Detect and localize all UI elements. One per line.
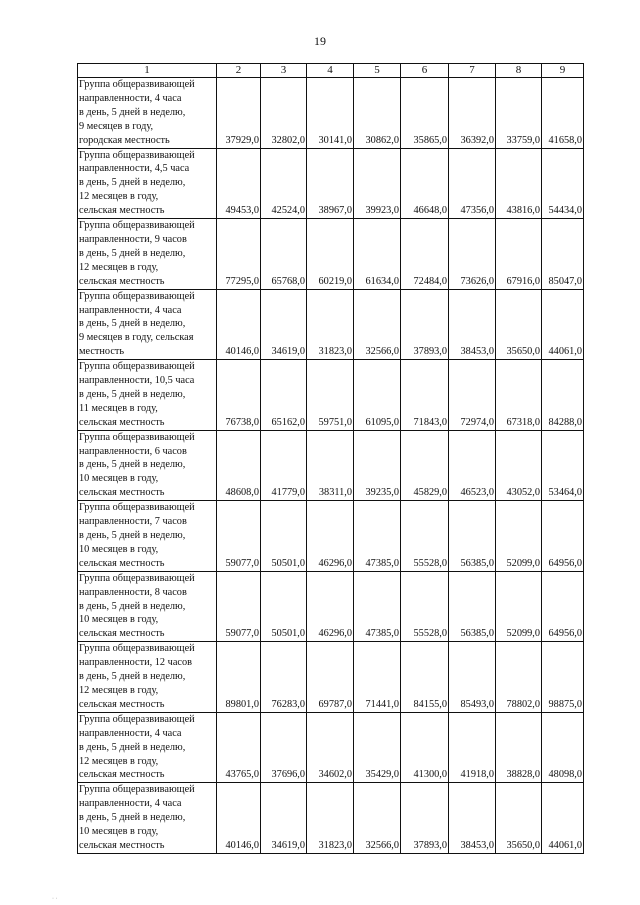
description-line: в день, 5 дней в неделю, xyxy=(79,530,186,541)
group-description xyxy=(78,501,217,572)
description-line: направленности, 4 часа xyxy=(79,798,182,810)
cost-value-col-9: 54434,0 xyxy=(542,148,584,219)
description-line: направленности, 9 часов xyxy=(79,233,187,245)
cost-value-col-7: 73626,0 xyxy=(449,219,496,290)
description-line: в день, 5 дней в неделю, xyxy=(79,247,186,259)
cost-value-col-5: 32566,0 xyxy=(354,289,401,360)
group-description xyxy=(78,712,217,783)
cost-value-col-8: 38828,0 xyxy=(496,712,542,783)
description-line: Группа общеразвивающей xyxy=(79,713,195,725)
description-line: в день, 5 дней в неделю, xyxy=(79,388,186,400)
column-header: 4 xyxy=(307,64,354,78)
description-line: 9 месяцев в году, xyxy=(79,120,154,132)
cost-value-col-6: 45829,0 xyxy=(401,430,449,501)
cost-value-col-6: 84155,0 xyxy=(401,642,449,713)
cost-value-col-9: 64956,0 xyxy=(542,501,584,572)
column-header: 1 xyxy=(78,64,217,78)
cost-value-col-7: 47356,0 xyxy=(449,148,496,219)
cost-value-col-6: 72484,0 xyxy=(401,219,449,290)
cost-value-col-6: 55528,0 xyxy=(401,501,449,572)
description-line: направленности, 8 часов xyxy=(79,586,187,598)
cost-value-col-8: 33759,0 xyxy=(496,78,542,149)
cost-value-col-4: 31823,0 xyxy=(307,289,354,360)
cost-value-col-5: 71441,0 xyxy=(354,642,401,713)
table-row xyxy=(78,783,584,854)
cost-value-col-7: 72974,0 xyxy=(449,360,496,431)
cost-value-col-4: 38311,0 xyxy=(307,430,354,501)
column-header: 9 xyxy=(542,64,584,78)
table-row xyxy=(78,78,584,149)
cost-value-col-4: 59751,0 xyxy=(307,360,354,431)
cost-value-col-9: 64956,0 xyxy=(542,571,584,642)
description-line: 12 месяцев в году, xyxy=(79,684,159,696)
column-header: 5 xyxy=(354,64,401,78)
description-line: направленности, 4 часа xyxy=(79,304,182,316)
description-line: направленности, 4 часа xyxy=(79,92,182,104)
cost-value-col-2: 40146,0 xyxy=(217,289,261,360)
description-line: 12 месяцев в году, xyxy=(79,261,159,273)
description-line: 9 месяцев в году, сельская xyxy=(79,332,194,344)
description-line: сельская местность xyxy=(79,416,165,428)
cost-value-col-9: 85047,0 xyxy=(542,219,584,290)
cost-value-col-8: 43816,0 xyxy=(496,148,542,219)
group-description xyxy=(78,783,217,854)
cost-value-col-6: 35865,0 xyxy=(401,78,449,149)
cost-value-col-3: 50501,0 xyxy=(261,501,307,572)
cost-value-col-5: 61634,0 xyxy=(354,219,401,290)
cost-value-col-7: 36392,0 xyxy=(449,78,496,149)
cost-value-col-3: 65162,0 xyxy=(261,360,307,431)
description-line: Группа общеразвивающей xyxy=(79,502,195,514)
description-line: Группа общеразвивающей xyxy=(79,643,195,655)
cost-value-col-6: 37893,0 xyxy=(401,289,449,360)
cost-value-col-5: 39923,0 xyxy=(354,148,401,219)
table-body xyxy=(78,78,584,854)
description-line: направленности, 7 часов xyxy=(79,516,187,528)
description-line: направленности, 6 часов xyxy=(79,445,187,457)
cost-value-col-2: 59077,0 xyxy=(217,501,261,572)
description-line: Группа общеразвивающей xyxy=(79,572,195,584)
table-row xyxy=(78,430,584,501)
cost-value-col-2: 43765,0 xyxy=(217,712,261,783)
cost-value-col-7: 38453,0 xyxy=(449,289,496,360)
cost-value-col-9: 41658,0 xyxy=(542,78,584,149)
description-line: в день, 5 дней в неделю, xyxy=(79,741,186,753)
cost-value-col-3: 41779,0 xyxy=(261,430,307,501)
description-line: 10 месяцев в году, xyxy=(79,473,159,485)
description-line: Группа общеразвивающей xyxy=(79,290,195,302)
table-row xyxy=(78,642,584,713)
description-line: сельская местность xyxy=(79,205,165,217)
cost-value-col-9: 48098,0 xyxy=(542,712,584,783)
description-line: направленности, 4,5 часа xyxy=(79,163,190,175)
cost-value-col-3: 42524,0 xyxy=(261,148,307,219)
table-row xyxy=(78,360,584,431)
cost-value-col-9: 98875,0 xyxy=(542,642,584,713)
header-row xyxy=(78,64,584,78)
column-header: 7 xyxy=(449,64,496,78)
cost-value-col-7: 56385,0 xyxy=(449,501,496,572)
cost-value-col-8: 35650,0 xyxy=(496,289,542,360)
table-row xyxy=(78,712,584,783)
column-header: 3 xyxy=(261,64,307,78)
cost-value-col-3: 76283,0 xyxy=(261,642,307,713)
group-description xyxy=(78,78,217,149)
cost-value-col-7: 41918,0 xyxy=(449,712,496,783)
cost-value-col-2: 40146,0 xyxy=(217,783,261,854)
cost-value-col-2: 49453,0 xyxy=(217,148,261,219)
description-line: 12 месяцев в году, xyxy=(79,191,159,203)
table-row xyxy=(78,148,584,219)
cost-value-col-5: 47385,0 xyxy=(354,501,401,572)
group-description xyxy=(78,360,217,431)
cost-value-col-2: 59077,0 xyxy=(217,571,261,642)
description-line: направленности, 4 часа xyxy=(79,727,182,739)
cost-value-col-7: 56385,0 xyxy=(449,571,496,642)
description-line: сельская местность xyxy=(79,698,165,710)
description-line: местность xyxy=(79,346,125,358)
cost-value-col-6: 55528,0 xyxy=(401,571,449,642)
description-line: в день, 5 дней в неделю, xyxy=(79,318,186,330)
cost-value-col-4: 46296,0 xyxy=(307,501,354,572)
column-header: 2 xyxy=(217,64,261,78)
cost-value-col-8: 43052,0 xyxy=(496,430,542,501)
description-line: сельская местность xyxy=(79,628,165,640)
cost-value-col-8: 52099,0 xyxy=(496,501,542,572)
description-line: Группа общеразвивающей xyxy=(79,784,195,796)
cost-value-col-4: 69787,0 xyxy=(307,642,354,713)
cost-value-col-2: 48608,0 xyxy=(217,430,261,501)
description-line: Группа общеразвивающей xyxy=(79,361,195,373)
table-row xyxy=(78,571,584,642)
cost-value-col-4: 30141,0 xyxy=(307,78,354,149)
description-line: 10 месяцев в году, xyxy=(79,543,159,555)
cost-value-col-5: 30862,0 xyxy=(354,78,401,149)
table-row xyxy=(78,289,584,360)
description-line: 11 месяцев в году, xyxy=(79,402,158,414)
cost-value-col-8: 67916,0 xyxy=(496,219,542,290)
description-line: в день, 5 дней в неделю, xyxy=(79,177,186,189)
description-line: сельская местность xyxy=(79,487,165,499)
group-description xyxy=(78,219,217,290)
cost-value-col-7: 85493,0 xyxy=(449,642,496,713)
cost-value-col-7: 46523,0 xyxy=(449,430,496,501)
description-line: в день, 5 дней в неделю, xyxy=(79,106,186,118)
cost-value-col-3: 65768,0 xyxy=(261,219,307,290)
cost-value-col-5: 32566,0 xyxy=(354,783,401,854)
cost-value-col-3: 34619,0 xyxy=(261,289,307,360)
description-line: сельская местность xyxy=(79,769,165,781)
cost-value-col-4: 34602,0 xyxy=(307,712,354,783)
cost-value-col-2: 77295,0 xyxy=(217,219,261,290)
cost-value-col-8: 52099,0 xyxy=(496,571,542,642)
cost-value-col-5: 61095,0 xyxy=(354,360,401,431)
cost-value-col-6: 46648,0 xyxy=(401,148,449,219)
cost-value-col-9: 44061,0 xyxy=(542,289,584,360)
cost-value-col-8: 35650,0 xyxy=(496,783,542,854)
description-line: в день, 5 дней в неделю, xyxy=(79,812,186,824)
cost-value-col-3: 50501,0 xyxy=(261,571,307,642)
description-line: в день, 5 дней в неделю, xyxy=(79,600,186,612)
cost-value-col-4: 60219,0 xyxy=(307,219,354,290)
description-line: Группа общеразвивающей xyxy=(79,431,195,443)
cost-value-col-6: 37893,0 xyxy=(401,783,449,854)
description-line: сельская местность xyxy=(79,839,165,851)
cost-value-col-6: 41300,0 xyxy=(401,712,449,783)
group-description xyxy=(78,571,217,642)
cost-value-col-4: 31823,0 xyxy=(307,783,354,854)
cost-table xyxy=(77,63,584,854)
group-description xyxy=(78,289,217,360)
cost-value-col-4: 46296,0 xyxy=(307,571,354,642)
description-line: 10 месяцев в году, xyxy=(79,614,159,626)
cost-value-col-5: 47385,0 xyxy=(354,571,401,642)
description-line: направленности, 12 часов xyxy=(79,657,192,669)
cost-value-col-2: 76738,0 xyxy=(217,360,261,431)
group-description xyxy=(78,642,217,713)
cost-value-col-7: 38453,0 xyxy=(449,783,496,854)
group-description xyxy=(78,430,217,501)
cost-value-col-3: 37696,0 xyxy=(261,712,307,783)
cost-value-col-4: 38967,0 xyxy=(307,148,354,219)
page-number: 19 xyxy=(314,34,326,48)
cost-value-col-2: 89801,0 xyxy=(217,642,261,713)
cost-value-col-3: 34619,0 xyxy=(261,783,307,854)
description-line: Группа общеразвивающей xyxy=(79,149,195,161)
description-line: городская местность xyxy=(79,134,170,146)
cost-value-col-2: 37929,0 xyxy=(217,78,261,149)
description-line: в день, 5 дней в неделю, xyxy=(79,459,186,471)
cost-value-col-3: 32802,0 xyxy=(261,78,307,149)
description-line: в день, 5 дней в неделю, xyxy=(79,671,186,683)
description-line: направленности, 10,5 часа xyxy=(79,375,195,387)
cost-value-col-9: 44061,0 xyxy=(542,783,584,854)
description-line: сельская местность xyxy=(79,275,165,287)
cost-value-col-5: 39235,0 xyxy=(354,430,401,501)
column-header: 6 xyxy=(401,64,449,78)
group-description xyxy=(78,148,217,219)
cost-value-col-9: 84288,0 xyxy=(542,360,584,431)
description-line: 12 месяцев в году, xyxy=(79,755,159,767)
cost-value-col-9: 53464,0 xyxy=(542,430,584,501)
cost-value-col-5: 35429,0 xyxy=(354,712,401,783)
cost-value-col-8: 78802,0 xyxy=(496,642,542,713)
scan-mark: · · xyxy=(52,896,58,902)
description-line: Группа общеразвивающей xyxy=(79,220,195,232)
description-line: 10 месяцев в году, xyxy=(79,826,159,838)
description-line: сельская местность xyxy=(79,557,165,569)
table-row xyxy=(78,219,584,290)
table-row xyxy=(78,501,584,572)
cost-value-col-6: 71843,0 xyxy=(401,360,449,431)
description-line: Группа общеразвивающей xyxy=(79,79,195,90)
column-header: 8 xyxy=(496,64,542,78)
cost-value-col-8: 67318,0 xyxy=(496,360,542,431)
